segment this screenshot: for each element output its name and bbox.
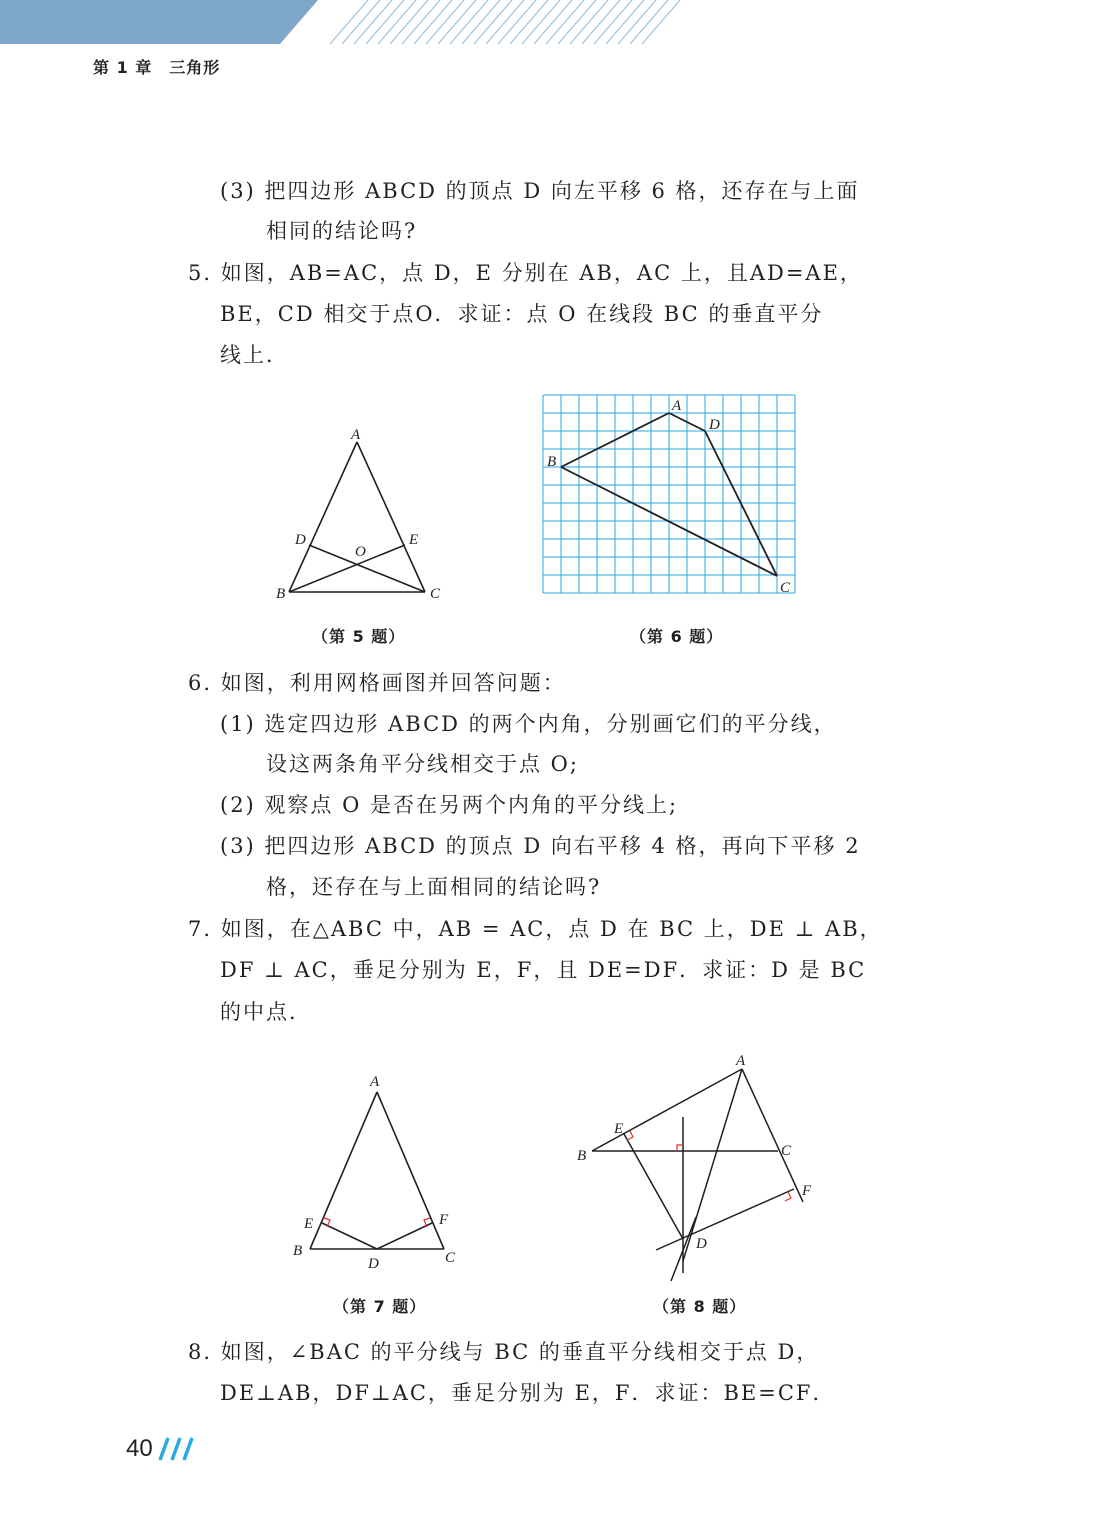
figure-5-label-e: E	[409, 532, 419, 548]
exercise-5-line-3: 线上．	[220, 343, 289, 367]
exercise-6-line-1: 6. 如图，利用网格画图并回答问题：	[188, 671, 566, 695]
figure-5-label-d: D	[295, 532, 306, 548]
footer-slash-decoration	[158, 1436, 198, 1462]
figure-6-label-a: A	[672, 398, 682, 414]
figure-5-isosceles-triangle	[270, 420, 450, 605]
figure-8-label-d: D	[696, 1236, 707, 1252]
figure-7-label-e: E	[304, 1216, 314, 1232]
figure-6-label-b: B	[547, 454, 557, 470]
figure-7-isosceles-triangle	[285, 1068, 470, 1278]
exercise-6-part-1-line-1: (1) 选定四边形 ABCD 的两个内角，分别画它们的平分线，	[220, 712, 837, 736]
figure-5-label-c: C	[430, 586, 441, 602]
figure-8-angle-bisector	[570, 1045, 830, 1285]
figure-6-label-d: D	[709, 417, 720, 433]
figure-5-caption: （第 5 题）	[312, 627, 406, 646]
exercise-6-part-1-line-2: 设这两条角平分线相交于点 O;	[266, 752, 579, 776]
figure-8-label-a: A	[736, 1053, 746, 1069]
exercise-6-part-2-line-1: (2) 观察点 O 是否在另两个内角的平分线上;	[220, 793, 679, 817]
figure-7-label-a: A	[370, 1074, 380, 1090]
page-number: 40	[126, 1435, 153, 1462]
figure-7-label-b: B	[293, 1243, 303, 1259]
figure-8-label-e: E	[614, 1121, 624, 1137]
figure-5-label-o: O	[355, 544, 366, 560]
figure-7-label-d: D	[368, 1256, 379, 1272]
exercise-5-line-2: BE，CD 相交于点O．求证：点 O 在线段 BC 的垂直平分	[220, 302, 824, 326]
figure-8-label-c: C	[781, 1143, 792, 1159]
figure-8-label-f: F	[802, 1183, 812, 1199]
figure-6-label-c: C	[780, 580, 791, 596]
figure-6-caption: （第 6 题）	[630, 627, 724, 646]
chapter-title: 第 1 章 三角形	[93, 58, 221, 77]
exercise-7-line-3: 的中点．	[220, 1000, 312, 1024]
figure-5-label-b: B	[276, 586, 286, 602]
exercise-7-line-2: DF ⊥ AC，垂足分别为 E，F，且 DE=DF．求证：D 是 BC	[220, 958, 867, 982]
exercise-8-line-2: DE⊥AB，DF⊥AC，垂足分别为 E，F．求证：BE=CF．	[220, 1381, 836, 1405]
figure-8-label-b: B	[577, 1148, 587, 1164]
exercise-5-line-1: 5. 如图，AB=AC，点 D，E 分别在 AB，AC 上，且AD=AE，	[188, 261, 863, 285]
figure-7-label-c: C	[445, 1250, 456, 1266]
exercise-7-line-1: 7. 如图，在△ABC 中，AB = AC，点 D 在 BC 上，DE ⊥ AB，	[188, 917, 883, 941]
exercise-4-part-3-line-2: 相同的结论吗?	[266, 219, 418, 243]
exercise-8-line-1: 8. 如图，∠BAC 的平分线与 BC 的垂直平分线相交于点 D，	[188, 1340, 820, 1364]
exercise-4-part-3-line-1: (3) 把四边形 ABCD 的顶点 D 向左平移 6 格，还存在与上面	[220, 179, 860, 203]
figure-5-label-a: A	[351, 427, 361, 443]
header-band	[0, 0, 1093, 44]
figure-7-caption: （第 7 题）	[333, 1297, 427, 1316]
figure-6-grid-quadrilateral	[530, 390, 810, 605]
figure-8-caption: （第 8 题）	[653, 1297, 747, 1316]
exercise-6-part-3-line-2: 格，还存在与上面相同的结论吗?	[266, 875, 602, 899]
figure-7-label-f: F	[439, 1212, 449, 1228]
exercise-6-part-3-line-1: (3) 把四边形 ABCD 的顶点 D 向右平移 4 格，再向下平移 2	[220, 834, 861, 858]
